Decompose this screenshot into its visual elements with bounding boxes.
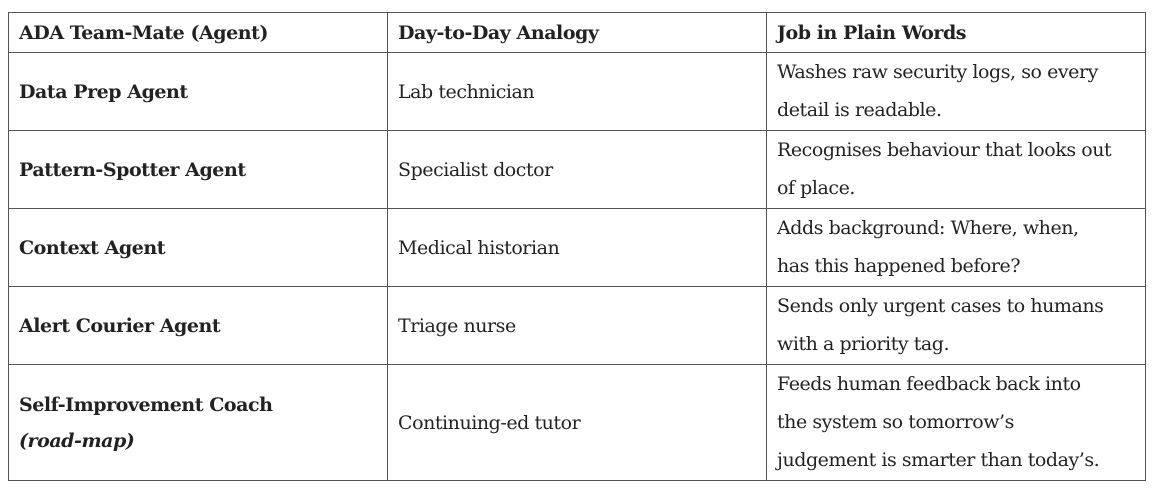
job-line: the system so tomorrow’s: [777, 411, 1014, 433]
table-row: [9, 53, 1146, 131]
agent-note: (road-map): [19, 429, 135, 452]
table-row: [9, 365, 1146, 481]
job-line: Sends only urgent cases to humans: [777, 295, 1104, 317]
job-cell: [767, 209, 1146, 287]
agent-cell: Pattern-Spotter Agent: [9, 131, 388, 209]
agent-name: Self-Improvement Coach: [19, 393, 273, 416]
table-row: [9, 209, 1146, 287]
agent-cell: Context Agent: [9, 209, 388, 287]
header-agent: ADA Team-Mate (Agent): [9, 13, 388, 53]
job-line: Washes raw security logs, so every: [777, 61, 1098, 83]
job-cell: [767, 53, 1146, 131]
job-line: Feeds human feedback back into: [777, 373, 1081, 395]
job-line: of place.: [777, 177, 855, 199]
analogy-cell: Medical historian: [388, 209, 767, 287]
job-line: judgement is smarter than today’s.: [777, 449, 1100, 471]
analogy-cell: Specialist doctor: [388, 131, 767, 209]
job-line: Recognises behaviour that looks out: [777, 139, 1112, 161]
agent-cell: Alert Courier Agent: [9, 287, 388, 365]
agent-analogy-table: [8, 12, 1146, 481]
table-row: [9, 131, 1146, 209]
analogy-cell: Lab technician: [388, 53, 767, 131]
job-line: detail is readable.: [777, 99, 942, 121]
job-line: has this happened before?: [777, 255, 1021, 277]
job-line: with a priority tag.: [777, 333, 950, 355]
job-cell: [767, 131, 1146, 209]
agent-cell: [9, 365, 388, 481]
job-line: Adds background: Where, when,: [777, 217, 1079, 239]
job-cell: [767, 287, 1146, 365]
analogy-cell: Triage nurse: [388, 287, 767, 365]
analogy-cell: Continuing-ed tutor: [388, 365, 767, 481]
table-row: [9, 287, 1146, 365]
agent-cell: Data Prep Agent: [9, 53, 388, 131]
header-job: Job in Plain Words: [767, 13, 1146, 53]
header-analogy: Day-to-Day Analogy: [388, 13, 767, 53]
job-cell: [767, 365, 1146, 481]
header-row: [9, 13, 1146, 53]
